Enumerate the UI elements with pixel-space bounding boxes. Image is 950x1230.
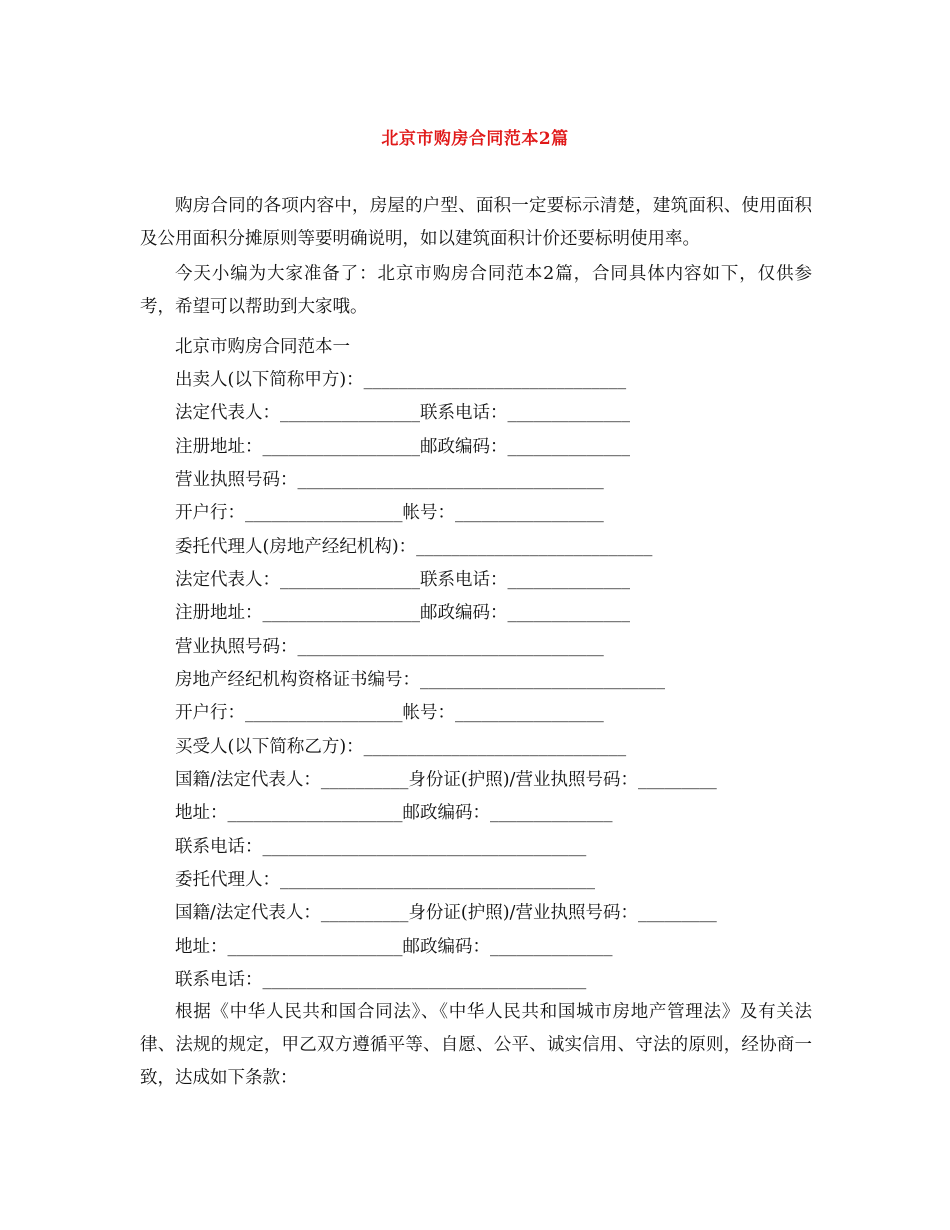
buyer-agent-address-line: 地址：____________________邮政编码：______________ bbox=[175, 937, 613, 957]
seller-line: 出卖人(以下简称甲方)：______________________________ bbox=[175, 370, 627, 390]
agent-certificate-line: 房地产经纪机构资格证书编号：____________________________ bbox=[175, 670, 665, 690]
section-heading: 北京市购房合同范本一 bbox=[175, 337, 350, 357]
seller-representative-line: 法定代表人：________________联系电话：______________ bbox=[175, 403, 630, 423]
document-title: 北京市购房合同范本2篇 bbox=[381, 129, 569, 149]
closing-paragraph: 根据《中华人民共和国合同法》、《中华人民共和国城市房地产管理法》及有关法律、法规的规定，甲乙双方遵循平等、自愿、公平、诚实信用、守法的原则，经协商一致，达成如下条款： bbox=[140, 1002, 812, 1088]
seller-bank-line: 开户行：__________________帐号：_________________ bbox=[175, 503, 604, 523]
buyer-id-line: 国籍/法定代表人：__________身份证(护照)/营业执照号码：_________ bbox=[175, 770, 717, 790]
agent-line: 委托代理人(房地产经纪机构)：___________________________ bbox=[175, 537, 653, 557]
buyer-line: 买受人(以下简称乙方)：______________________________ bbox=[175, 737, 627, 757]
agent-bank-line: 开户行：__________________帐号：_________________ bbox=[175, 703, 604, 723]
agent-license-line: 营业执照号码：___________________________________ bbox=[175, 637, 604, 657]
buyer-agent-phone-line: 联系电话：_____________________________________ bbox=[175, 970, 587, 990]
buyer-phone-line: 联系电话：_____________________________________ bbox=[175, 837, 587, 857]
agent-representative-line: 法定代表人：________________联系电话：______________ bbox=[175, 570, 630, 590]
intro-paragraph-2: 今天小编为大家准备了：北京市购房合同范本2篇，合同具体内容如下，仅供参考，希望可以帮助到大家哦。 bbox=[140, 264, 812, 317]
seller-address-line: 注册地址：__________________邮政编码：______________ bbox=[175, 437, 630, 457]
buyer-address-line: 地址：____________________邮政编码：______________ bbox=[175, 803, 613, 823]
buyer-agent-line: 委托代理人：____________________________________ bbox=[175, 870, 595, 890]
intro-paragraph-1: 购房合同的各项内容中，房屋的户型、面积一定要标示清楚，建筑面积、使用面积及公用面积分摊原则等要明确说明，如以建筑面积计价还要标明使用率。 bbox=[140, 196, 812, 249]
buyer-agent-id-line: 国籍/法定代表人：__________身份证(护照)/营业执照号码：_________ bbox=[175, 903, 717, 923]
seller-license-line: 营业执照号码：___________________________________ bbox=[175, 470, 604, 490]
agent-address-line: 注册地址：__________________邮政编码：______________ bbox=[175, 603, 630, 623]
